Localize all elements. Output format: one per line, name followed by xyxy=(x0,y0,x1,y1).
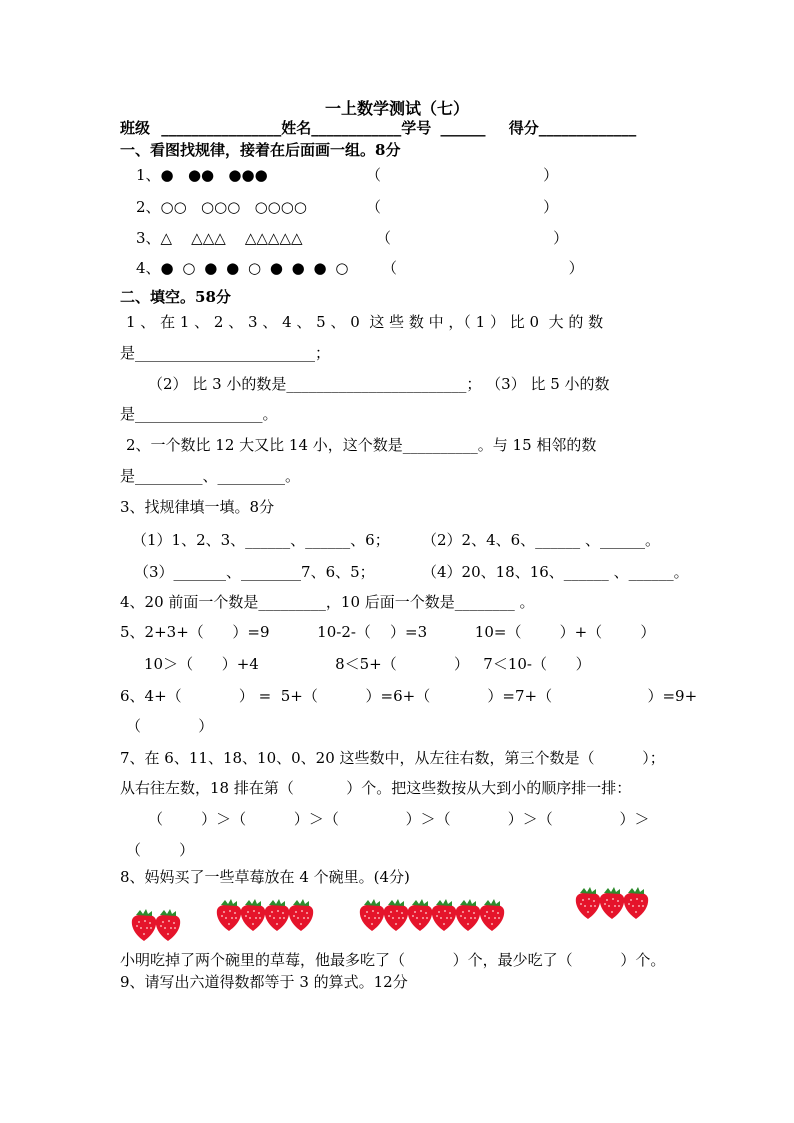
answer-paren[interactable]: （ ） xyxy=(366,198,559,216)
strawberry-bowl-2 xyxy=(215,898,319,934)
pattern-item-2 xyxy=(136,197,559,217)
pattern-shapes: ● ○ ● ● ○ ● ● ● ○ xyxy=(160,259,351,277)
id-blank[interactable]: ______ xyxy=(440,119,486,137)
answer-paren[interactable]: （ ） xyxy=(376,229,569,247)
answer-paren[interactable]: （ ） xyxy=(366,166,559,184)
answer-paren[interactable]: （ ） xyxy=(382,259,584,277)
q7-line4[interactable]: （ ） xyxy=(126,841,195,859)
q1-line3[interactable]: （2） 比 3 小的数是________________________； （3） 比 5 小的数 xyxy=(148,375,610,393)
section1-heading: 一、看图找规律，接着在后面画一组。8分 xyxy=(120,141,401,159)
score-label: 得分 xyxy=(508,119,539,137)
header-row xyxy=(120,118,636,138)
strawberry-icon xyxy=(287,898,315,932)
q3-part4[interactable]: （4）20、18、16、______ 、______。 xyxy=(422,563,689,581)
item-number: 2、 xyxy=(136,198,161,216)
q1-line4[interactable]: 是_________________。 xyxy=(120,405,278,423)
q1-line2[interactable]: 是________________________； xyxy=(120,344,331,362)
q5-line1[interactable]: 5、2+3+（ ）=9 10-2-（ ）=3 10=（ ）+（ ） xyxy=(120,623,656,641)
pattern-item-4 xyxy=(136,258,584,278)
q3-part1[interactable]: （1）1、2、3、______、______、6； xyxy=(132,531,390,549)
q7-line1[interactable]: 7、在 6、11、18、10、0、20 这些数中，从左往右数，第三个数是（ ）； xyxy=(120,749,665,767)
id-label: 学号 xyxy=(401,119,432,137)
score-blank[interactable]: _____________ xyxy=(538,119,637,137)
q6-line2[interactable]: （ ） xyxy=(126,717,214,735)
q3-part2[interactable]: （2）2、4、6、______ 、______。 xyxy=(422,531,660,549)
q5-line2[interactable]: 10＞（ ）+4 8＜5+（ ） 7＜10-（ ） xyxy=(144,655,591,673)
item-number: 3、 xyxy=(136,229,161,247)
q6-line1[interactable]: 6、4+（ ） = 5+（ ）=6+（ ）=7+（ ）=9+ xyxy=(120,687,698,705)
q1-line1: 1 、 在 1 、 2 、 3 、 4 、 5 、 0 这 些 数 中 ，（ 1 ） 比 0 大 的 数 xyxy=(126,313,604,331)
pattern-item-1 xyxy=(136,165,559,185)
q3-part3[interactable]: （3）_______、________7、6、5； xyxy=(134,563,375,581)
q8-heading: 8、妈妈买了一些草莓放在 4 个碗里。(4分) xyxy=(120,868,410,886)
class-blank[interactable]: ________________ xyxy=(161,119,282,137)
section2-heading: 二、填空。58分 xyxy=(120,288,231,306)
q7-line2[interactable]: 从右往左数，18 排在第（ ）个。把这些数按从大到小的顺序排一排： xyxy=(120,779,632,797)
q4[interactable]: 4、20 前面一个数是_________，10 后面一个数是________ 。 xyxy=(120,593,535,611)
q7-line3[interactable]: （ ）＞（ ）＞（ ）＞（ ）＞（ ）＞ xyxy=(148,810,650,828)
strawberry-bowl-4 xyxy=(574,886,654,922)
name-label: 姓名 xyxy=(281,119,312,137)
pattern-shapes: ● ●● ●●● xyxy=(160,166,268,184)
pattern-item-3 xyxy=(136,228,569,248)
strawberry-icon xyxy=(622,886,650,920)
item-number: 4、 xyxy=(136,259,161,277)
strawberry-icon xyxy=(154,908,182,942)
strawberry-bowl-1 xyxy=(130,908,186,944)
q3-heading: 3、找规律填一填。8分 xyxy=(120,498,275,516)
q2-line2[interactable]: 是_________、_________。 xyxy=(120,467,301,485)
q8-text[interactable]: 小明吃掉了两个碗里的草莓，他最多吃了（ ）个，最少吃了（ ）个。 xyxy=(120,951,666,969)
item-number: 1、 xyxy=(136,166,161,184)
pattern-shapes: ○○ ○○○ ○○○○ xyxy=(160,198,307,216)
strawberry-icon xyxy=(478,898,506,932)
q9-heading: 9、请写出六道得数都等于 3 的算式。12分 xyxy=(120,973,408,991)
strawberry-bowl-3 xyxy=(358,898,510,934)
class-label: 班级 xyxy=(120,119,151,137)
name-blank[interactable]: ____________ xyxy=(311,119,402,137)
q2-line1[interactable]: 2、一个数比 12 大又比 14 小，这个数是__________。与 15 相邻的数 xyxy=(126,436,597,454)
pattern-shapes: △ △△△ △△△△△ xyxy=(160,229,303,247)
page-title: 一上数学测试（七） xyxy=(324,99,469,118)
